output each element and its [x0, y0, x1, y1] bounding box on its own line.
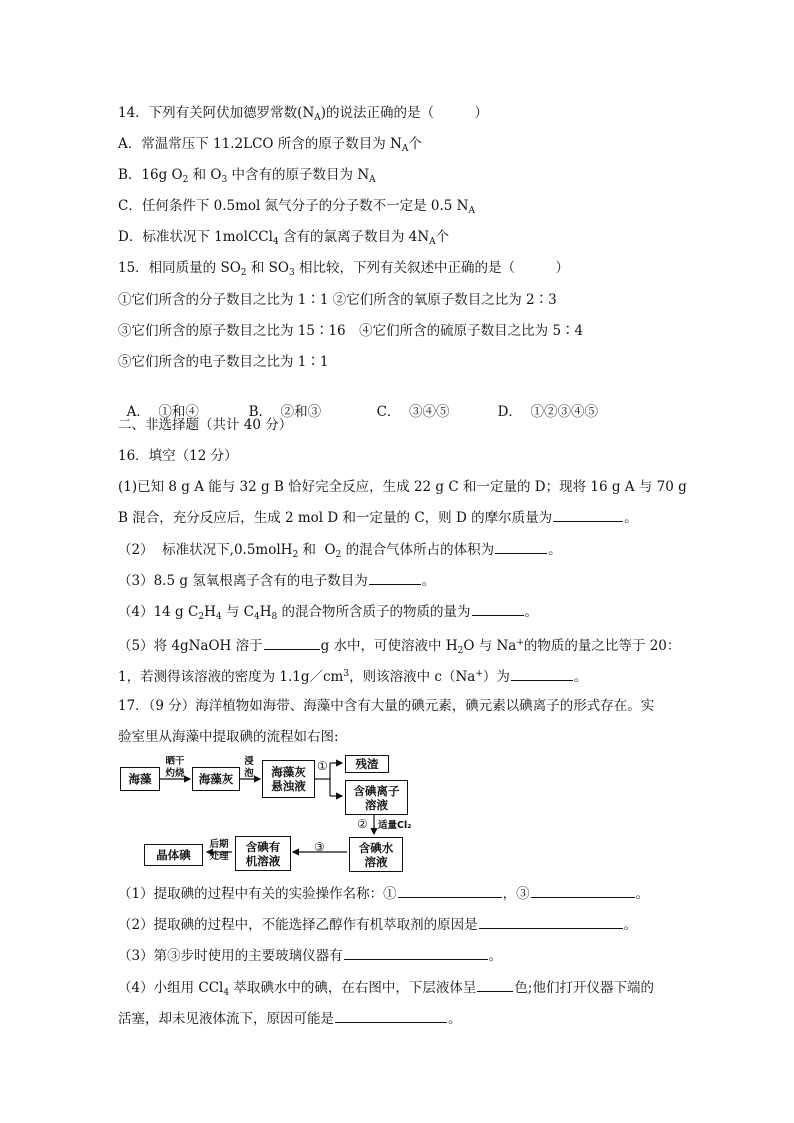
flow-box-seaweed-ash: 海藻灰 [192, 767, 240, 791]
q14-option-d: D．标准状况下 1molCCl$_4$ 含有的氯离子数目为 $4N_A$个 [118, 229, 450, 247]
q14-option-a: A．常温常压下 11.2LCO 所含的原子数目为 $N_A$个 [118, 136, 422, 154]
q17-intro-line1: 17．（9 分）海洋植物如海带、海藻中含有大量的碘元素，碘元素以碘离子的形式存在。实 [118, 698, 655, 714]
q17-question-4-line2: 活塞，却未见液体流下，原因可能是 。 [118, 1011, 462, 1027]
answer-blank[interactable] [477, 979, 513, 992]
q17-question-4-line1: （4）小组用 CCl$_4$ 萃取碘水中的碘，在右图中，下层液体呈 色;他们打开仪器下端的 [118, 980, 654, 998]
q15-statement-1-2: ①它们所含的分子数目之比为 1∶1 ②它们所含的氧原子数目之比为 2∶3 [118, 292, 557, 308]
flow-step-2: ② [357, 817, 368, 831]
answer-blank[interactable] [553, 509, 623, 522]
q16-part5-line1: （5）将 4gNaOH 溶于 g 水中，可使溶液中 $H_2O$ 与 Na+的物质的量之比等于 20： [118, 638, 681, 656]
answer-blank[interactable] [344, 947, 488, 960]
q17-question-1: （1）提取碘的过程中有关的实验操作名称：① ，③ 。 [118, 886, 650, 902]
flow-label-post-treatment: 后期 处理 [209, 839, 229, 862]
flow-box-crystal-iodine: 晶体碘 [144, 844, 203, 866]
q15-option-b: B． ②和③ [248, 404, 322, 420]
q17-question-2: （2）提取碘的过程中，不能选择乙醇作有机萃取剂的原因是 。 [118, 917, 638, 933]
q16-part3: （3）8.5 g 氢氧根离子含有的电子数目为 。 [118, 573, 436, 589]
q15-option-a: A． ①和④ [126, 404, 199, 420]
q15-option-c: C． ③④⑤ [376, 404, 450, 420]
q17-question-3: （3）第③步时使用的主要玻璃仪器有 。 [118, 948, 503, 964]
flow-box-residue: 残渣 [345, 755, 389, 773]
flow-step-1: ① [317, 759, 328, 773]
q15-option-d: D． ①②③④⑤ [497, 404, 598, 420]
q16-title: 16．填空（12 分） [118, 448, 238, 464]
q16-part5-line2: 1，若测得该溶液的密度为 $1.1g/cm^3$，则该溶液中 c（Na+）为 。 [118, 669, 588, 685]
flow-box-ash-suspension: 海藻灰 悬浊液 [262, 760, 315, 798]
extraction-flowchart [118, 756, 448, 876]
answer-blank[interactable] [369, 572, 421, 585]
q17-intro-line2: 验室里从海藻中提取碘的流程如右图: [118, 729, 339, 745]
q16-part1-line1: (1)已知 8 g A 能与 32 g B 恰好完全反应，生成 22 g C 和一定量的 D；现将 16 g A 与 70 g [118, 479, 687, 495]
q16-part4: （4）14 g $C_2H_4$ 与 $C_4H_8$ 的混合物所含质子的物质的量为 。 [118, 604, 539, 622]
q16-part2: （2） 标准状况下,0.5molH$_2$ 和 $O_2$ 的混合气体所占的体积为 。 [118, 542, 562, 560]
flow-box-iodine-water: 含碘水 溶液 [349, 837, 403, 872]
q14-stem: 14．下列有关阿伏加德罗常数$(N_A)$的说法正确的是（ ） [118, 105, 489, 123]
answer-blank[interactable] [398, 885, 502, 898]
q15-stem: 15．相同质量的 $SO_2$ 和 $SO_3$ 相比较，下列有关叙述中正确的是（ ） [118, 260, 569, 278]
q16-part1-line2: B 混合，充分反应后，生成 2 mol D 和一定量的 C，则 D 的摩尔质量为 。 [118, 510, 638, 526]
answer-blank[interactable] [335, 1010, 447, 1023]
flow-step-3: ③ [314, 840, 325, 854]
answer-blank[interactable] [472, 603, 524, 616]
flow-box-seaweed: 海藻 [120, 767, 160, 791]
flow-box-iodine-organic-solution: 含碘有 机溶液 [235, 836, 291, 871]
flow-label-chlorine: 适量Cl₂ [378, 820, 412, 831]
flow-label-dry-burn: 晒干 灼烧 [165, 756, 185, 779]
answer-blank[interactable] [479, 916, 623, 929]
q14-option-c: C．任何条件下 0.5mol 氮气分子的分子数不一定是 0.5 $N_A$ [118, 198, 475, 216]
answer-blank[interactable] [531, 885, 635, 898]
q14-option-b: B．16g $O_2$ 和 $O_3$ 中含有的原子数目为 $N_A$ [118, 167, 376, 185]
section-heading: 二、非选择题（共计 40 分） [118, 417, 293, 433]
flow-box-iodide-solution: 含碘离子 溶液 [345, 780, 408, 815]
q15-statement-5: ⑤它们所含的电子数目之比为 1∶1 [118, 354, 329, 370]
flow-label-soak: 浸 泡 [244, 756, 254, 779]
answer-blank[interactable] [511, 668, 573, 681]
q15-statement-3-4: ③它们所含的原子数目之比为 15∶16 ④它们所含的硫原子数目之比为 5∶4 [118, 323, 584, 339]
answer-blank[interactable] [264, 637, 320, 650]
answer-blank[interactable] [495, 541, 547, 554]
